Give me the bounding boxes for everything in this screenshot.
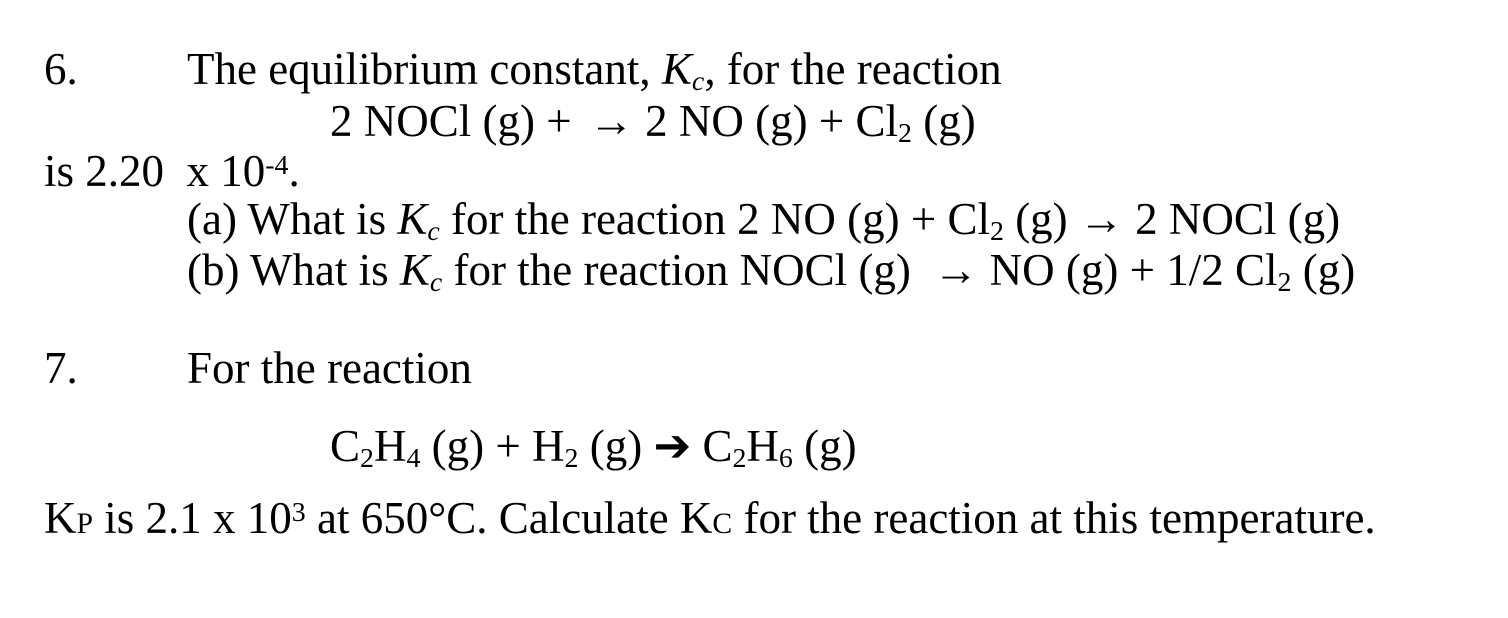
problem-6-intro [187, 44, 1002, 98]
equation-right-end: (g) [911, 96, 976, 146]
kc-subscript: c [691, 66, 705, 98]
part-b-reaction-mid: NO (g) + 1/2 Cl [978, 245, 1278, 295]
problem-6-intro-end: , for the reaction [704, 44, 1002, 94]
kp-symbol: K [44, 493, 77, 543]
product-carbon-subscript: 2 [732, 443, 747, 475]
reaction-arrow: ➔ [653, 421, 692, 471]
cl-subscript: 2 [898, 118, 912, 150]
problem-6-part-b [187, 245, 1356, 299]
statement-text: at 650°C. Calculate K [305, 493, 713, 543]
part-b-reaction: for the reaction NOCl (g) [442, 245, 934, 295]
kp-subscript: P [76, 508, 94, 540]
kc-subscript: c [429, 267, 443, 299]
equation-end: (g) [792, 421, 857, 471]
problem-6-number: 6. [44, 44, 78, 94]
problem-6-intro-text: The equilibrium constant, [187, 44, 662, 94]
reaction-arrow: → [588, 96, 634, 146]
hydrogen-subscript: 4 [406, 443, 421, 475]
h2-subscript: 2 [564, 443, 579, 475]
reaction-arrow: → [933, 245, 979, 295]
equation-left: 2 NOCl (g) + [330, 96, 583, 146]
equation-right: 2 NO (g) + Cl [633, 96, 898, 146]
product-hydrogen-subscript: 6 [778, 443, 793, 475]
kc-subscript: C [712, 508, 733, 540]
problem-6-part-a [187, 194, 1341, 248]
part-a-text: (a) What is [187, 194, 398, 244]
part-a-reaction-mid: (g) [1003, 194, 1079, 244]
equation-product-carbon: C [691, 421, 733, 471]
kc-symbol: K [397, 194, 428, 244]
equation-hydrogen: H [373, 421, 407, 471]
kp-exponent: 3 [291, 497, 306, 529]
part-b-reaction-end: (g) [1291, 245, 1356, 295]
kc-subscript: c [427, 216, 440, 248]
part-b-text: (b) What is [187, 245, 400, 295]
problem-7-equation [330, 421, 857, 475]
kc-symbol: K [399, 245, 430, 295]
kc-symbol: K [661, 44, 692, 94]
problem-6-value [44, 146, 300, 196]
kc-exponent: -4 [265, 150, 289, 182]
kp-value: is 2.1 x 10 [93, 493, 292, 543]
part-a-reaction: for the reaction 2 NO (g) + Cl [439, 194, 990, 244]
reaction-arrow: → [1078, 194, 1124, 244]
cl-subscript: 2 [989, 216, 1004, 248]
equation-carbon: C [330, 421, 361, 471]
problem-7-number: 7. [44, 343, 78, 393]
statement-end: for the reaction at this temperature. [732, 493, 1376, 543]
problem-7-statement [44, 493, 1376, 543]
problem-6-equation [330, 96, 976, 150]
cl-subscript: 2 [1277, 267, 1292, 299]
kc-value: is 2.20 x 10 [44, 146, 266, 196]
kc-value-end: . [288, 146, 300, 196]
equation-middle: (g) + H [420, 421, 565, 471]
problem-7-intro: For the reaction [187, 343, 472, 393]
carbon-subscript: 2 [360, 443, 374, 475]
equation-middle-end: (g) [578, 421, 654, 471]
part-a-reaction-end: 2 NOCl (g) [1123, 194, 1341, 244]
equation-product-hydrogen: H [746, 421, 779, 471]
